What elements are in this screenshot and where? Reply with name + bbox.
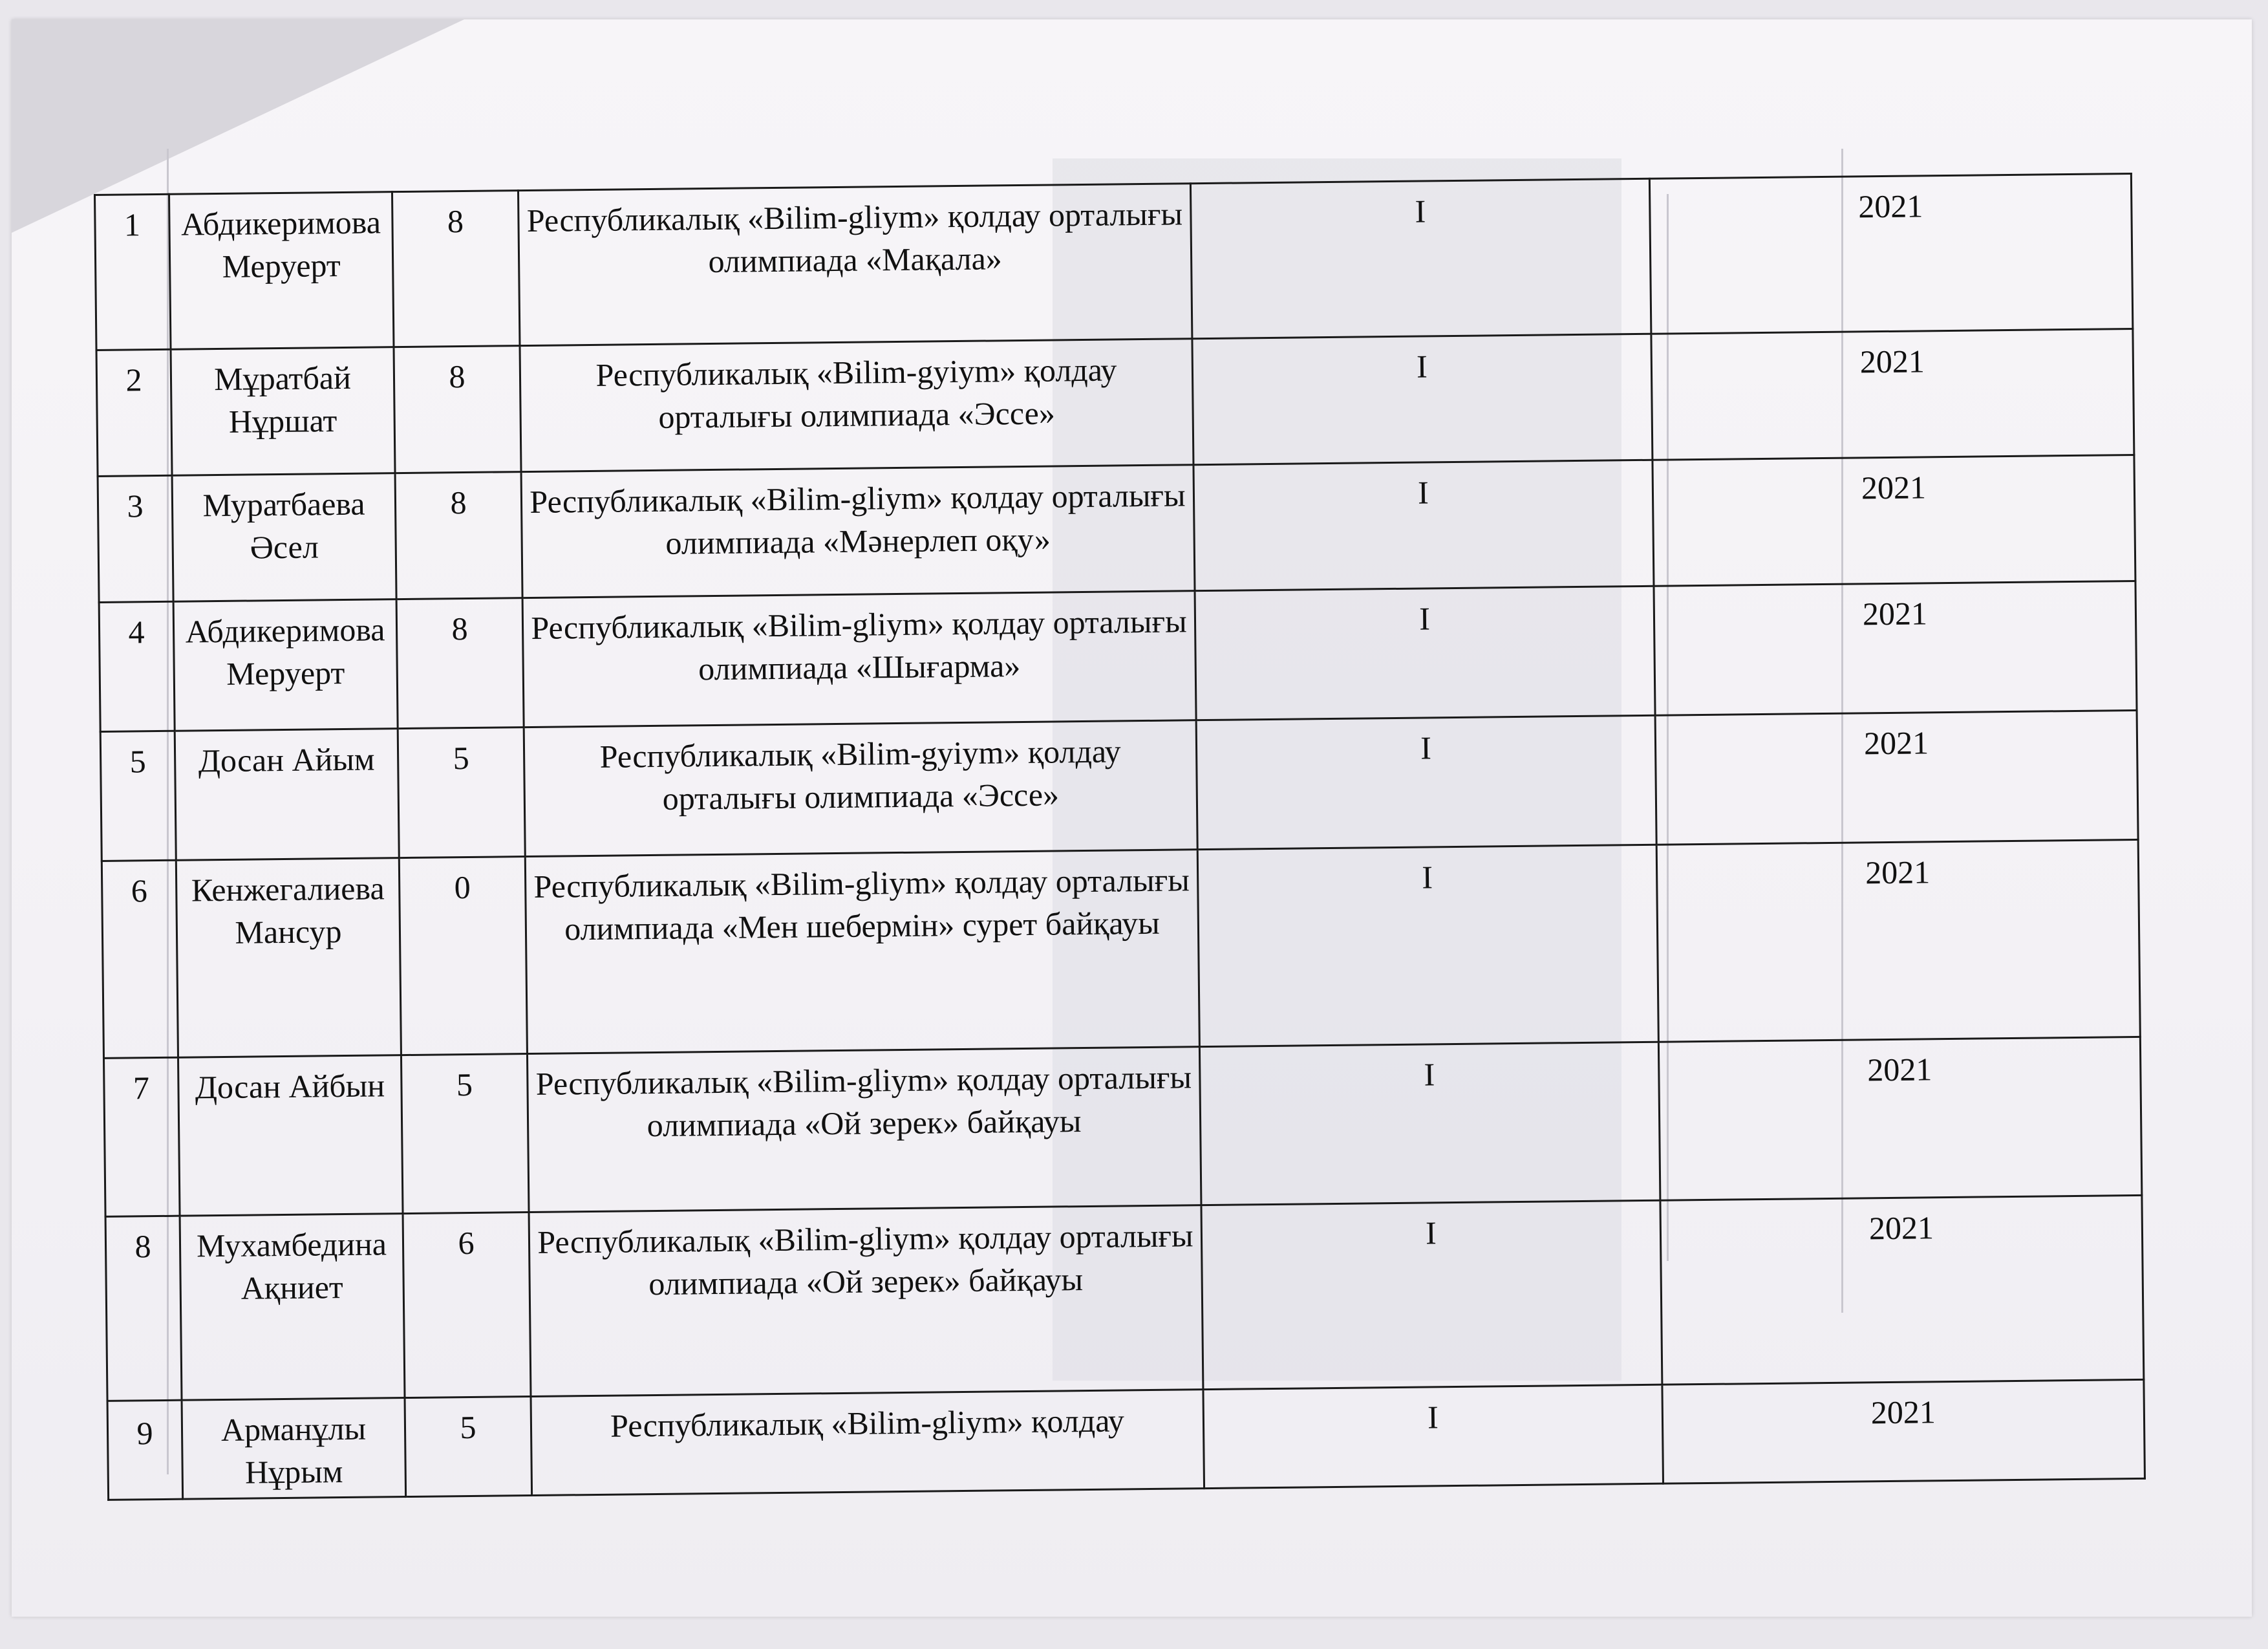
table-row (103, 1037, 2141, 1216)
event-title: Республикалық «Bilim-gliym» қолдау орталығы олимпиада «Шығарма» (522, 591, 1196, 727)
row-number: 1 (95, 194, 171, 350)
table-row (96, 329, 2134, 476)
row-number: 6 (102, 860, 178, 1058)
table-row (100, 710, 2138, 861)
results-table (94, 173, 2146, 1501)
year-cell: 2021 (1653, 455, 2135, 586)
table-row (105, 1195, 2144, 1401)
year-cell: 2021 (1649, 173, 2132, 334)
row-number: 7 (103, 1057, 180, 1216)
event-title: Республикалық «Bilim-gliym» қолдау орталығы олимпиада «Ой зерек» байқауы (529, 1205, 1203, 1397)
year-cell: 2021 (1654, 581, 2137, 715)
grade-cell: 0 (399, 857, 527, 1055)
grade-cell: 6 (403, 1212, 531, 1398)
year-cell: 2021 (1656, 839, 2140, 1042)
event-title: Республикалық «Bilim-gliym» қолдау орталығы олимпиада «Ой зерек» байқауы (527, 1047, 1201, 1212)
grade-cell: 8 (395, 472, 522, 599)
event-title: Республикалық «Bilim-gyiym» қолдау орталығы олимпиада «Эссе» (520, 339, 1193, 472)
table-row (95, 173, 2133, 350)
row-number: 3 (98, 475, 173, 602)
student-name: Кенжегалиева Мансур (176, 858, 401, 1058)
place-cell: I (1195, 586, 1655, 720)
place-cell: I (1193, 460, 1654, 590)
grade-cell: 8 (394, 346, 521, 473)
student-name: Досан Айбын (178, 1055, 403, 1216)
results-table-wrapper (94, 173, 2144, 1491)
student-name: Досан Айым (175, 729, 399, 861)
table-row (102, 839, 2140, 1058)
student-name: Мухамбедина Ақниет (180, 1214, 405, 1401)
row-number: 2 (96, 349, 172, 476)
year-cell: 2021 (1658, 1037, 2142, 1200)
place-cell: I (1199, 1042, 1660, 1205)
event-title: Республикалық «Bilim-gyiym» қолдау орталығы олимпиада «Эссе» (524, 720, 1197, 857)
table-row (107, 1379, 2145, 1500)
event-title: Республикалық «Bilim-gliym» қолдау орталығы олимпиада «Мен шебермін» сурет байқауы (525, 850, 1199, 1054)
year-cell: 2021 (1651, 329, 2134, 460)
grade-cell: 5 (398, 727, 525, 858)
row-number: 8 (105, 1216, 182, 1401)
event-title: Республикалық «Bilim-gliym» қолдау орталығы олимпиада «Мәнерлеп оқу» (521, 465, 1195, 598)
row-number: 5 (100, 731, 176, 861)
table-row (98, 455, 2135, 602)
grade-cell: 5 (405, 1397, 532, 1497)
event-title: Республикалық «Bilim-gliym» қолдау (531, 1390, 1204, 1496)
student-name: Мұратбай Нұршат (171, 347, 395, 476)
grade-cell: 8 (392, 191, 520, 347)
year-cell: 2021 (1660, 1195, 2144, 1385)
place-cell: I (1192, 334, 1653, 464)
year-cell: 2021 (1655, 710, 2138, 845)
place-cell: I (1190, 178, 1651, 338)
place-cell: I (1203, 1385, 1664, 1488)
place-cell: I (1197, 845, 1658, 1046)
grade-cell: 5 (401, 1054, 529, 1214)
place-cell: I (1196, 715, 1656, 849)
grade-cell: 8 (396, 598, 524, 729)
student-name: Абдикеримова Меруерт (169, 192, 394, 350)
student-name: Абдикеримова Меруерт (173, 599, 398, 731)
event-title: Республикалық «Bilim-gliym» қолдау орталығы олимпиада «Мақала» (518, 184, 1192, 346)
student-name: Арманұлы Нұрым (182, 1398, 406, 1500)
year-cell: 2021 (1662, 1379, 2145, 1483)
table-row (99, 581, 2137, 731)
place-cell: I (1201, 1200, 1662, 1389)
student-name: Муратбаева Әсел (172, 473, 396, 602)
row-number: 4 (99, 601, 175, 731)
row-number: 9 (107, 1400, 183, 1500)
